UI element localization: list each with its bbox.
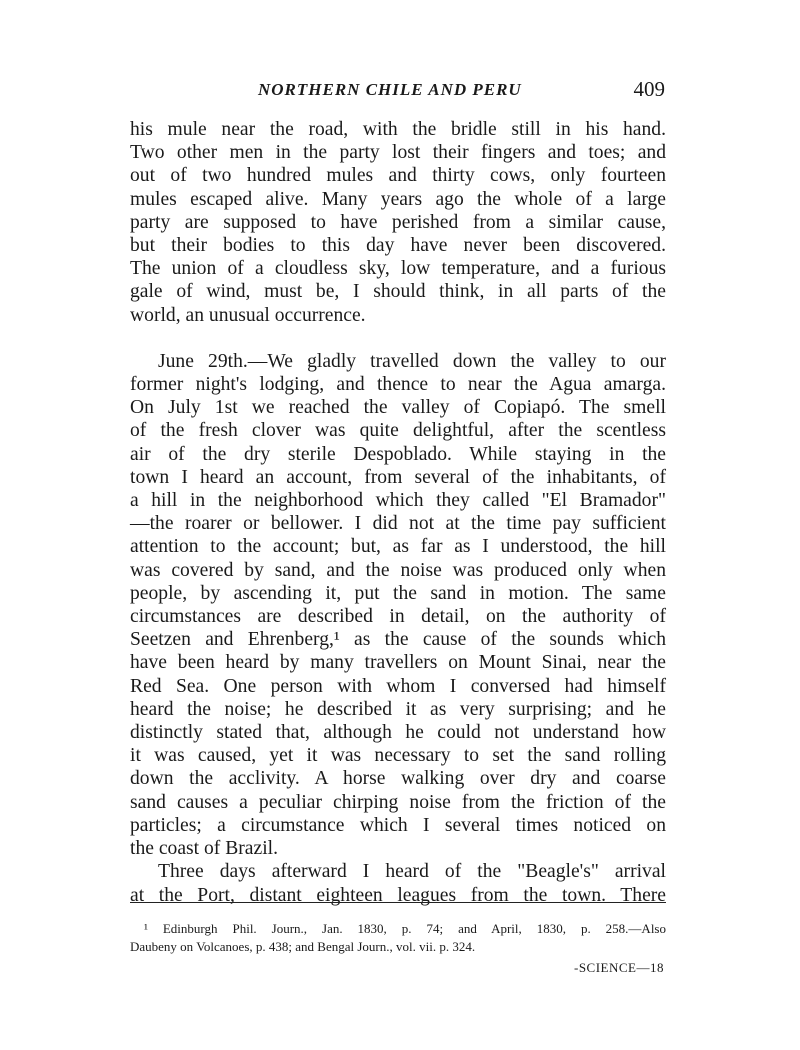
text-line: town I heard an account, from several of the inhabitants, of	[130, 466, 666, 488]
text-line: June 29th.—We gladly travelled down the valley to our	[158, 350, 666, 372]
running-title: NORTHERN CHILE AND PERU	[258, 80, 522, 99]
text-line: On July 1st we reached the valley of Copiapó. The smell	[130, 397, 666, 419]
text-line: air of the dry sterile Despoblado. While staying in the	[130, 443, 666, 465]
text-line: former night's lodging, and thence to near the Agua amarga.	[130, 374, 666, 396]
text-line: party are supposed to have perished from a similar cause,	[130, 211, 666, 233]
text-line: have been heard by many travellers on Mount Sinai, near the	[130, 652, 666, 674]
text-line: it was caused, yet it was necessary to set the sand rolling	[130, 745, 666, 767]
text-line: Seetzen and Ehrenberg,¹ as the cause of the sounds which	[130, 629, 666, 651]
text-line: people, by ascending it, put the sand in motion. The same	[130, 582, 666, 604]
page-number: 409	[633, 77, 665, 101]
text-line: Red Sea. One person with whom I conversed had himself	[130, 675, 666, 697]
paragraph-1	[130, 118, 666, 327]
text-line: The union of a cloudless sky, low temperature, and a furious	[130, 258, 666, 280]
paragraph-2	[130, 350, 666, 860]
text-line: Three days afterward I heard of the "Beagle's" arrival	[158, 861, 666, 883]
text-line: heard the noise; he described it as very surprising; and he	[130, 698, 666, 720]
text-line: the coast of Brazil.	[130, 838, 278, 860]
text-line: sand causes a peculiar chirping noise from the friction of the	[130, 791, 666, 813]
text-line: world, an unusual occurrence.	[130, 304, 366, 326]
text-line: but their bodies to this day have never been discovered.	[130, 235, 666, 257]
paragraph-gap	[130, 327, 666, 350]
paragraph-3	[130, 860, 666, 906]
text-line: out of two hundred mules and thirty cows, only fourteen	[130, 165, 666, 187]
running-head	[130, 77, 665, 106]
text-line: attention to the account; but, as far as I understood, the hill	[130, 536, 666, 558]
signature-mark: -SCIENCE—18	[574, 960, 664, 975]
text-line: Two other men in the party lost their fingers and toes; and	[130, 142, 666, 164]
text-line: circumstances are described in detail, on the authority of	[130, 606, 666, 628]
text-line: of the fresh clover was quite delightful, after the scentless	[130, 420, 666, 442]
footnote-line: Daubeny on Volcanoes, p. 438; and Bengal Journ., vol. vii. p. 324.	[130, 939, 476, 954]
footnote-line: ¹ Edinburgh Phil. Journ., Jan. 1830, p. 74; and April, 1830, p. 258.—Also	[144, 921, 666, 936]
text-line: gale of wind, must be, I should think, in all parts of the	[130, 281, 666, 303]
text-line: a hill in the neighborhood which they called "El Bramador"	[130, 490, 666, 512]
footnotes	[130, 902, 666, 956]
text-line: distinctly stated that, although he could not understand how	[130, 722, 666, 744]
text-line: at the Port, distant eighteen leagues from the town. There	[130, 884, 666, 906]
footnote-rule	[130, 902, 666, 903]
text-line: particles; a circumstance which I several times noticed on	[130, 814, 666, 836]
text-line: was covered by sand, and the noise was produced only when	[130, 559, 666, 581]
body-text	[130, 118, 666, 907]
text-line: —the roarer or bellower. I did not at the time pay sufficient	[130, 513, 666, 535]
text-line: mules escaped alive. Many years ago the whole of a large	[130, 188, 666, 210]
text-line: down the acclivity. A horse walking over dry and coarse	[130, 768, 666, 790]
text-line: his mule near the road, with the bridle still in his hand.	[130, 119, 666, 140]
